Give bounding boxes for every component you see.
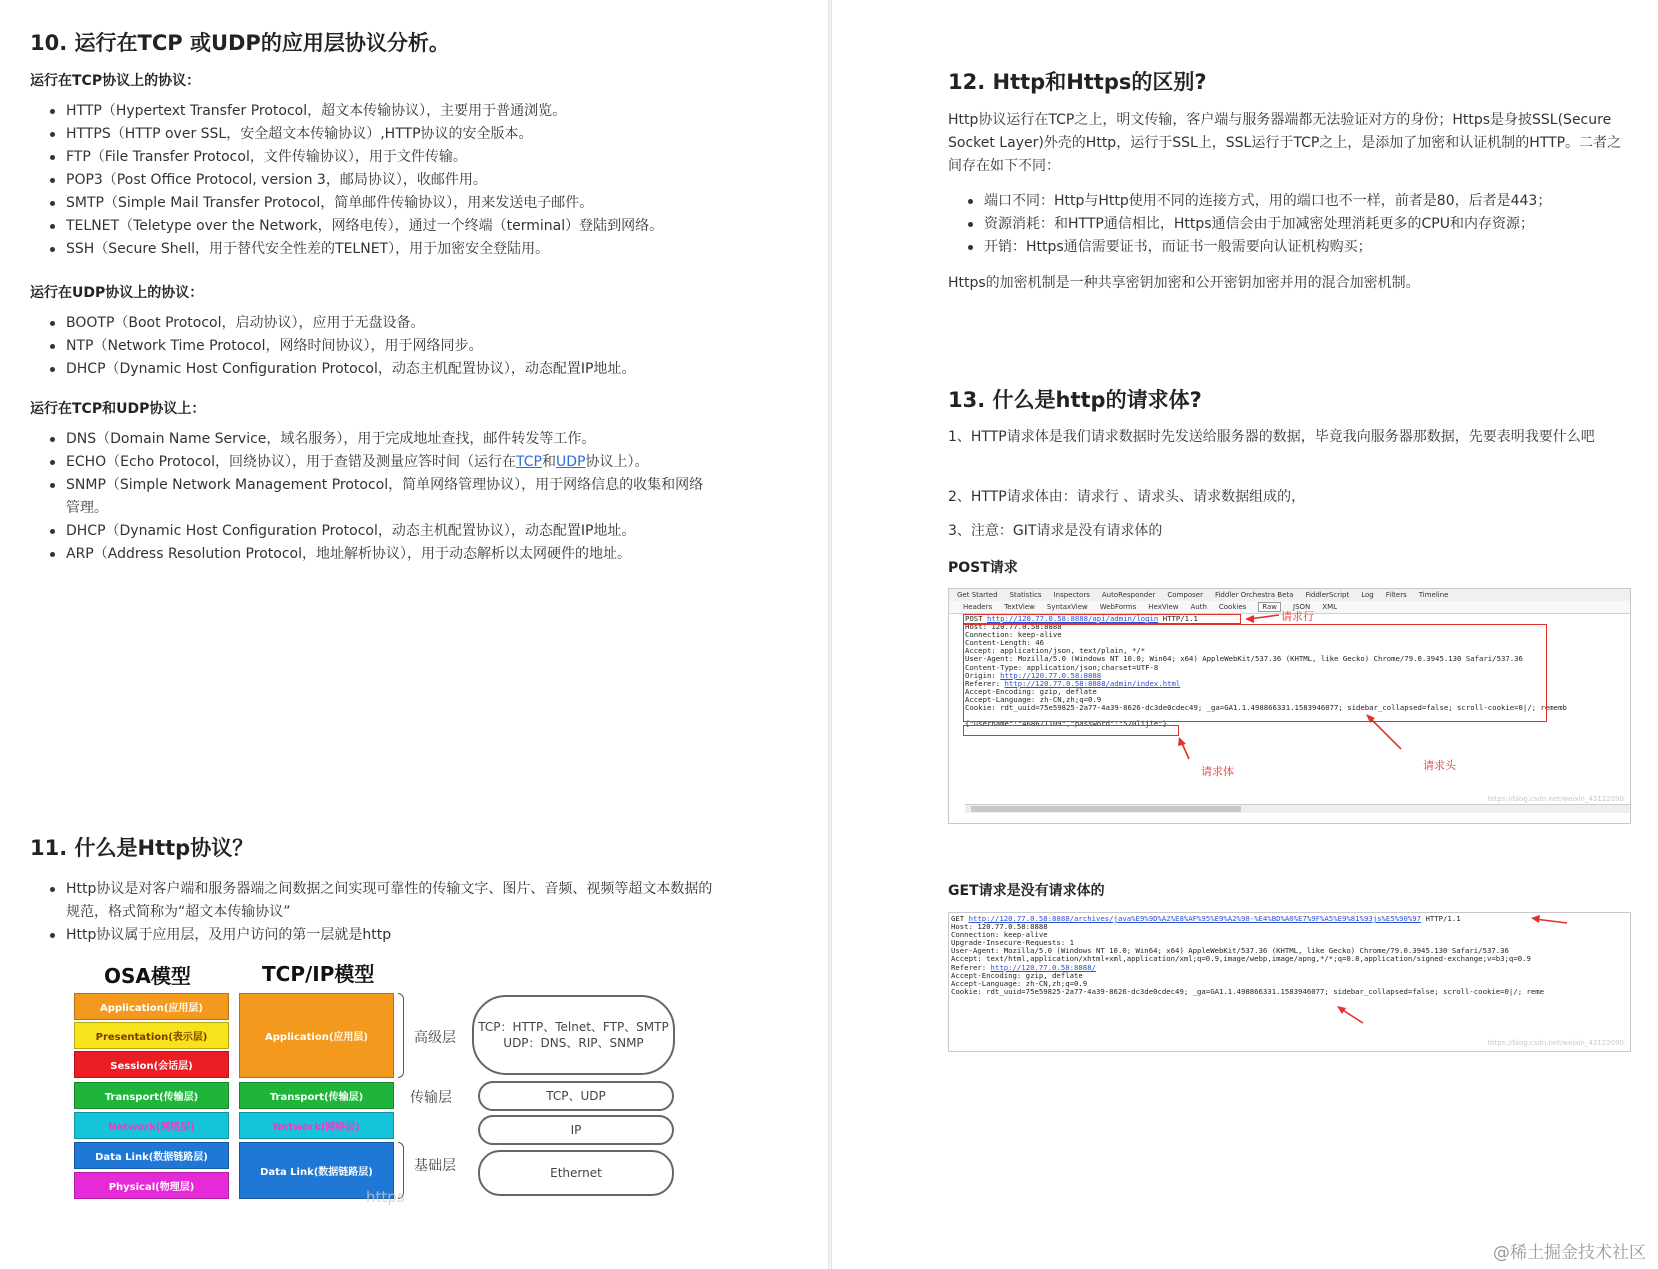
https-intro: Http协议运行在TCP之上，明文传输，客户端与服务器端都无法验证对方的身份；Https是身披SSL(Secure Socket Layer)外壳的Http，运行于SSL上，SSL运行于TCP之上，是添加了加密和认证机制的HTTP。二者之间存在如下不同： — [948, 112, 1622, 174]
tab-get-started[interactable]: Get Started — [957, 591, 998, 599]
osa-model-title: OSA模型 — [104, 964, 191, 988]
tcp-udp-protocol-list — [30, 428, 746, 566]
label-transport-layer: 传输层 — [410, 1090, 452, 1106]
udp-protocols-heading: 运行在UDP协议上的协议： — [30, 285, 204, 301]
osa-layer-network: Network(网络层) — [74, 1112, 229, 1139]
referer-url[interactable]: http://120.77.0.58:8888/admin/index.html — [1004, 678, 1181, 688]
list-item: HTTP（Hypertext Transfer Protocol，超文本传输协议），主要用于普通浏览。 — [66, 100, 746, 123]
section-11-title: 11. 什么是Http协议？ — [30, 836, 254, 860]
list-item: SNMP（Simple Network Management Protocol，简单网络管理协议），用于网络信息的收集和网络管理。 — [66, 474, 706, 520]
tab-autoresponder[interactable]: AutoResponder — [1101, 591, 1156, 599]
list-item: ARP（Address Resolution Protocol，地址解析协议），用于动态解析以太网硬件的地址。 — [66, 543, 746, 566]
list-item: FTP（File Transfer Protocol，文件传输协议），用于文件传输。 — [66, 146, 746, 169]
osa-layer-data-link: Data Link(数据链路层) — [74, 1142, 229, 1169]
tcpip-model-title: TCP/IP模型 — [262, 962, 375, 986]
tab-timeline[interactable]: Timeline — [1418, 591, 1449, 599]
tab-fiddler-orchestra[interactable]: Fiddler Orchestra Beta — [1214, 591, 1294, 599]
horizontal-scrollbar[interactable] — [965, 804, 1630, 813]
http-https-difference-list — [948, 190, 1658, 259]
link-protocols-box: Ethernet — [478, 1150, 674, 1196]
label-request-header: 请求头 — [1423, 759, 1456, 772]
get-request-heading: GET请求是没有请求体的 — [948, 883, 1105, 899]
list-item: 端口不同：Http与Http使用不同的连接方式，用的端口也不一样，前者是80，后者是443； — [984, 190, 1658, 213]
list-item: DHCP（Dynamic Host Configuration Protocol，动态主机配置协议），动态配置IP地址。 — [66, 358, 746, 381]
list-item: SSH（Secure Shell，用于替代安全性差的TELNET），用于加密安全登陆用。 — [66, 238, 746, 261]
request-body-point-3: 3、注意：GIT请求是没有请求体的 — [948, 523, 1163, 539]
tab-cookies[interactable]: Cookies — [1218, 603, 1247, 611]
udp-link[interactable]: UDP — [555, 454, 586, 470]
list-item: ECHO（Echo Protocol，回绕协议），用于查错及测量应答时间（运行在TCP和UDP协议上）。 — [66, 451, 746, 474]
label-request-body: 请求体 — [1201, 765, 1234, 778]
post-request-screenshot — [948, 588, 1631, 824]
list-item: NTP（Network Time Protocol，网络时间协议），用于网络同步。 — [66, 335, 746, 358]
tab-filters[interactable]: Filters — [1385, 591, 1407, 599]
get-request-line: GET http://120.77.0.58:8888/archives/java%E9%9D%A2%E8%AF%95%E9%A2%98-%E4%BD%A0%E7%9F%A5%E9%81%93js%E5%90%97 HTTP/1.1 — [951, 914, 1461, 923]
diagram-watermark: https — [366, 1188, 405, 1206]
left-page — [0, 0, 828, 1269]
list-item: Http协议是对客户端和服务器端之间数据之间实现可靠性的传输文字、图片、音频、视频等超文本数据的规范，格式简称为“超文本传输协议” — [66, 878, 716, 924]
tcp-protocols-heading: 运行在TCP协议上的协议： — [30, 73, 201, 89]
label-base-layer: 基础层 — [414, 1158, 456, 1174]
tcpip-layer-data-link: Data Link(数据链路层) — [239, 1142, 394, 1199]
get-annotation-arrows — [949, 913, 1631, 1052]
tab-headers[interactable]: Headers — [963, 603, 993, 611]
list-item: DNS（Domain Name Service，域名服务），用于完成地址查找，邮件转发等工作。 — [66, 428, 746, 451]
get-referer-url[interactable]: http://120.77.0.58:8888/ — [990, 962, 1096, 972]
tcp-udp-protocols-heading: 运行在TCP和UDP协议上： — [30, 401, 206, 417]
https-encryption-note: Https的加密机制是一种共享密钥加密和公开密钥加密并用的混合加密机制。 — [948, 275, 1420, 291]
osa-layer-transport: Transport(传输层) — [74, 1082, 229, 1109]
tab-syntaxview[interactable]: SyntaxView — [1046, 603, 1088, 611]
tcpip-layer-network: Network(网络层) — [239, 1112, 394, 1139]
tab-hexview[interactable]: HexView — [1148, 603, 1179, 611]
right-page — [832, 0, 1658, 1269]
tab-auth[interactable]: Auth — [1190, 603, 1207, 611]
network-protocols-box: IP — [478, 1115, 674, 1145]
tab-raw[interactable]: Raw — [1258, 602, 1281, 612]
brace-upper — [398, 993, 404, 1078]
get-request-url[interactable]: http://120.77.0.58:8888/archives/java%E9%9D%A2%E8%AF%95%E9%A2%98-%E4%BD%A0%E7%9F%A5%E9%81%93js%E5%90%97 — [968, 914, 1422, 923]
section-12-title: 12. Http和Https的区别? — [948, 70, 1207, 94]
osa-layer-session: Session(会话层) — [74, 1051, 229, 1078]
get-site-watermark: https://blog.csdn.net/weixin_43122090 — [1487, 1039, 1624, 1047]
tab-fiddlerscript[interactable]: FiddlerScript — [1305, 591, 1350, 599]
annotation-arrows — [949, 589, 1631, 824]
list-item: 资源消耗：和HTTP通信相比，Https通信会由于加减密处理消耗更多的CPU和内存资源； — [984, 213, 1658, 236]
http-definition-list — [30, 878, 746, 947]
list-item: POP3（Post Office Protocol, version 3，邮局协议），收邮件用。 — [66, 169, 746, 192]
post-raw-request: POST http://120.77.0.58:8888/api/admin/login HTTP/1.1 Host: 120.77.0.58:8888 Connection: keep-alive Content-Length: 46 Accept: application/json, text/plain, */* User-Agent: Mozilla/5.0 (Windows NT 10.0; Win64; x64) AppleWebKit/537.36 (KHTML, like Gecko) Chrome/79.0.3945.130 Safari/537.36 Content-Type: application/json;charset=UTF-8 Origin: http://120.77.0.58:8888 Referer: http://120.77.0.58:8888/admin/index.html Accept-Encoding: gzip, deflate Accept-Language: zh-CN,zh;q=0.9 Cookie: rdt_uuid=75e59825-2a77-4a39-8626-dc3de0cdec49; _ga=GA1.1.498866331.1583946077; sidebar_collapsed=false; scroll-cookie=0|/; rememb {"username":"468671109","password":"520lijie"} — [965, 614, 1567, 729]
list-item: HTTPS（HTTP over SSL，安全超文本传输协议）,HTTP协议的安全版本。 — [66, 123, 746, 146]
tcpip-layer-application: Application(应用层) — [239, 993, 394, 1078]
osa-layer-presentation: Presentation(表示层) — [74, 1022, 229, 1049]
tab-composer[interactable]: Composer — [1167, 591, 1203, 599]
origin-url[interactable]: http://120.77.0.58:8888 — [1000, 670, 1102, 680]
footer-watermark: @稀土掘金技术社区 — [1493, 1243, 1646, 1263]
osa-layer-application: Application(应用层) — [74, 993, 229, 1020]
list-item: BOOTP（Boot Protocol，启动协议），应用于无盘设备。 — [66, 312, 746, 335]
request-url[interactable]: http://120.77.0.58:8888/api/admin/login — [986, 614, 1159, 623]
section-13-title: 13. 什么是http的请求体? — [948, 388, 1202, 412]
site-watermark: https://blog.csdn.net/weixin_43122090 — [1487, 795, 1624, 803]
tab-textview[interactable]: TextView — [1004, 603, 1035, 611]
request-body-point-2: 2、HTTP请求体由：请求行 、请求头、请求数据组成的， — [948, 489, 1306, 505]
list-item: TELNET（Teletype over the Network，网络电传），通过一个终端（terminal）登陆到网络。 — [66, 215, 746, 238]
tcpip-layer-transport: Transport(传输层) — [239, 1082, 394, 1109]
tcp-link[interactable]: TCP — [516, 454, 542, 470]
app-protocols-box: TCP：HTTP、Telnet、FTP、SMTP UDP：DNS、RIP、SNMP — [472, 995, 675, 1075]
get-raw-request: GET http://120.77.0.58:8888/archives/java%E9%9D%A2%E8%AF%95%E9%A2%98-%E4%BD%A0%E7%9F%A5%E9%81%93js%E5%90%97 HTTP/1.1 Host: 120.77.0.58:8888 Connection: keep-alive Upgrade-Insecure-Requests: 1 User-Agent: Mozilla/5.0 (Windows NT 10.0; Win64; x64) AppleWebKit/537.36 (KHTML, like Gecko) Chrome/79.0.3945.130 Safari/537.36 Accept: text/html,application/xhtml+xml,application/xml;q=0.9,image/webp,image/apng,*/*;q=0.8,application/signed-exchange;v=b3;q=0.9 Referer: http://120.77.0.58:8888/ Accept-Encoding: gzip, deflate Accept-Language: zh-CN,zh;q=0.9 Cookie: rdt_uuid=75e59825-2a77-4a39-8626-dc3de0cdec49; _ga=GA1.1.498866331.1583946077; sidebar_collapsed=false; scroll-cookie=0|/; reme — [951, 914, 1545, 996]
list-item: 开销：Https通信需要证书，而证书一般需要向认证机构购买； — [984, 236, 1658, 259]
get-request-screenshot — [948, 912, 1631, 1052]
section-10-title: 10. 运行在TCP 或UDP的应用层协议分析。 — [30, 31, 450, 55]
tab-inspectors[interactable]: Inspectors — [1053, 591, 1090, 599]
transport-protocols-box: TCP、UDP — [478, 1081, 674, 1111]
udp-protocol-list — [30, 312, 746, 381]
osa-layer-physical: Physical(物理层) — [74, 1172, 229, 1199]
list-item: SMTP（Simple Mail Transfer Protocol，简单邮件传输协议），用来发送电子邮件。 — [66, 192, 746, 215]
request-body-point-1: 1、HTTP请求体是我们请求数据时先发送给服务器的数据，毕竟我向服务器那数据，先要表明我要什么吧 — [948, 429, 1595, 445]
tab-xml[interactable]: XML — [1322, 603, 1338, 611]
list-item: Http协议属于应用层，及用户访问的第一层就是http — [66, 924, 746, 947]
list-item: DHCP（Dynamic Host Configuration Protocol，动态主机配置协议），动态配置IP地址。 — [66, 520, 746, 543]
request-line: POST http://120.77.0.58:8888/api/admin/login HTTP/1.1 — [965, 614, 1198, 623]
label-request-line: 请求行 — [1281, 610, 1314, 623]
scrollbar-thumb[interactable] — [971, 806, 1241, 812]
tab-webforms[interactable]: WebForms — [1099, 603, 1137, 611]
tcp-protocol-list — [30, 100, 746, 261]
tab-log[interactable]: Log — [1361, 591, 1374, 599]
post-request-heading: POST请求 — [948, 560, 1018, 576]
label-upper-layer: 高级层 — [414, 1030, 456, 1046]
tab-json[interactable]: JSON — [1293, 603, 1311, 611]
tab-statistics[interactable]: Statistics — [1009, 591, 1042, 599]
request-body-text: {"username":"468671109","password":"520lijie"} — [965, 719, 1168, 729]
